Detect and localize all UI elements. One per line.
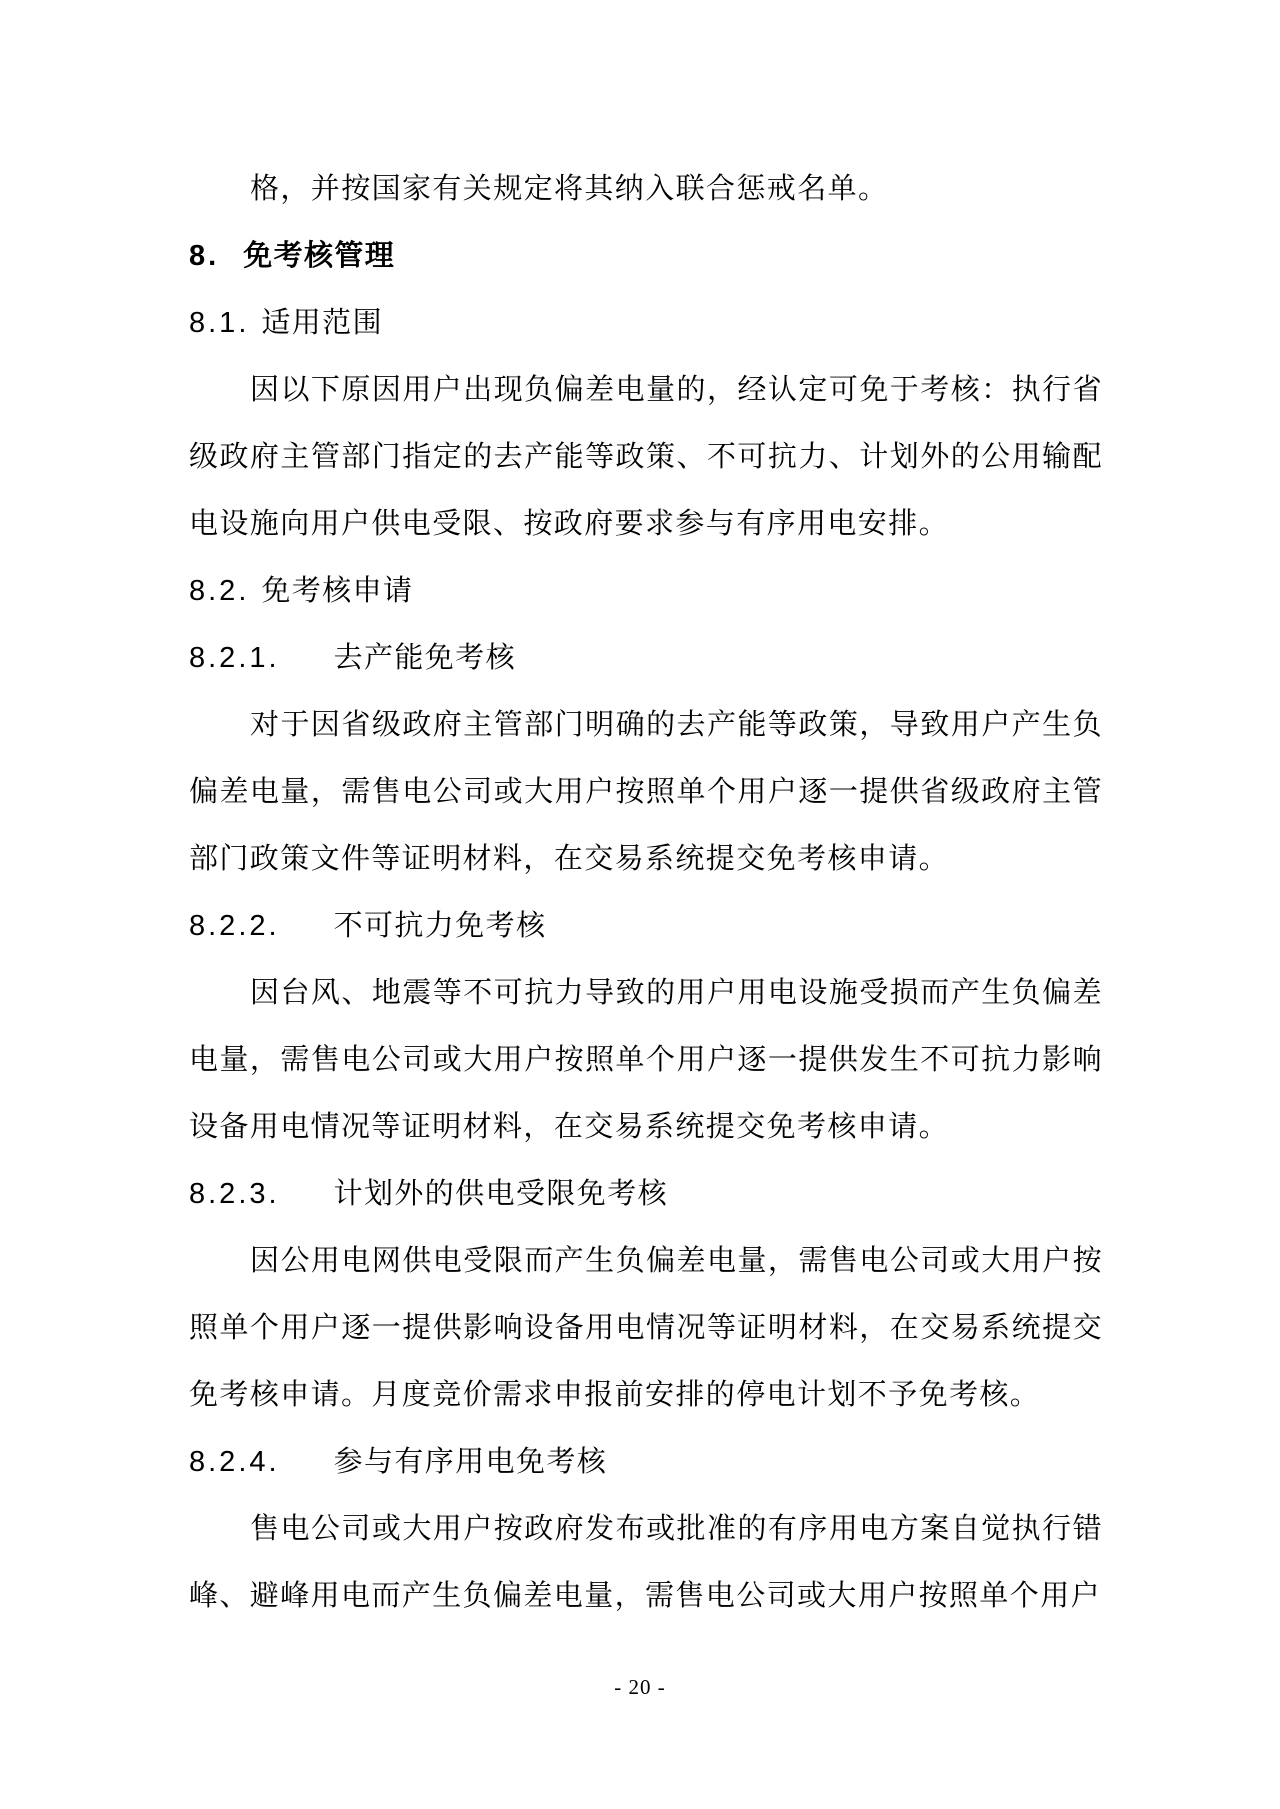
- document-body: [189, 156, 1103, 1630]
- heading-title: 免考核申请: [261, 575, 414, 607]
- section-heading: [189, 893, 1103, 960]
- paragraph: [189, 156, 1103, 223]
- paragraph-text: 因台风、地震等不可抗力导致的用户用电设施受损而产生负偏差电量，需售电公司或大用户按照单个用户逐一提供发生不可抗力影响设备用电情况等证明材料，在交易系统提交免考核申请。: [189, 977, 1103, 1143]
- heading-title: 参与有序用电免考核: [333, 1446, 608, 1478]
- heading-title: 免考核管理: [243, 240, 396, 272]
- heading-number: 8.: [189, 240, 220, 272]
- section-heading: [189, 1161, 1103, 1228]
- paragraph-text: 格，并按国家有关规定将其纳入联合惩戒名单。: [250, 173, 889, 205]
- heading-number: 8.2.3.: [189, 1178, 280, 1210]
- section-heading: [189, 290, 1103, 357]
- section-heading: [189, 558, 1103, 625]
- heading-number: 8.2.2.: [189, 910, 280, 942]
- section-heading: [189, 1429, 1103, 1496]
- paragraph: [189, 960, 1103, 1161]
- paragraph-text: 因以下原因用户出现负偏差电量的，经认定可免于考核：执行省级政府主管部门指定的去产能等政策、不可抗力、计划外的公用输配电设施向用户供电受限、按政府要求参与有序用电安排。: [189, 374, 1103, 540]
- paragraph: [189, 1228, 1103, 1429]
- section-heading: [189, 223, 1103, 290]
- heading-title: 适用范围: [261, 307, 383, 339]
- heading-number: 8.2.: [189, 575, 250, 607]
- paragraph: [189, 692, 1103, 893]
- paragraph: [189, 357, 1103, 558]
- page-footer: [0, 1672, 1280, 1702]
- page-number: - 20 -: [614, 1675, 666, 1699]
- heading-title: 去产能免考核: [333, 642, 516, 674]
- heading-title: 计划外的供电受限免考核: [333, 1178, 668, 1210]
- heading-number: 8.1.: [189, 307, 250, 339]
- heading-number: 8.2.1.: [189, 642, 280, 674]
- paragraph-text: 对于因省级政府主管部门明确的去产能等政策，导致用户产生负偏差电量，需售电公司或大用户按照单个用户逐一提供省级政府主管部门政策文件等证明材料，在交易系统提交免考核申请。: [189, 709, 1103, 875]
- section-heading: [189, 625, 1103, 692]
- paragraph: [189, 1496, 1103, 1630]
- heading-number: 8.2.4.: [189, 1446, 280, 1478]
- paragraph-text: 因公用电网供电受限而产生负偏差电量，需售电公司或大用户按照单个用户逐一提供影响设备用电情况等证明材料，在交易系统提交免考核申请。月度竞价需求申报前安排的停电计划不予免考核。: [189, 1245, 1103, 1411]
- paragraph-text: 售电公司或大用户按政府发布或批准的有序用电方案自觉执行错峰、避峰用电而产生负偏差电量，需售电公司或大用户按照单个用户: [189, 1513, 1103, 1612]
- heading-title: 不可抗力免考核: [333, 910, 547, 942]
